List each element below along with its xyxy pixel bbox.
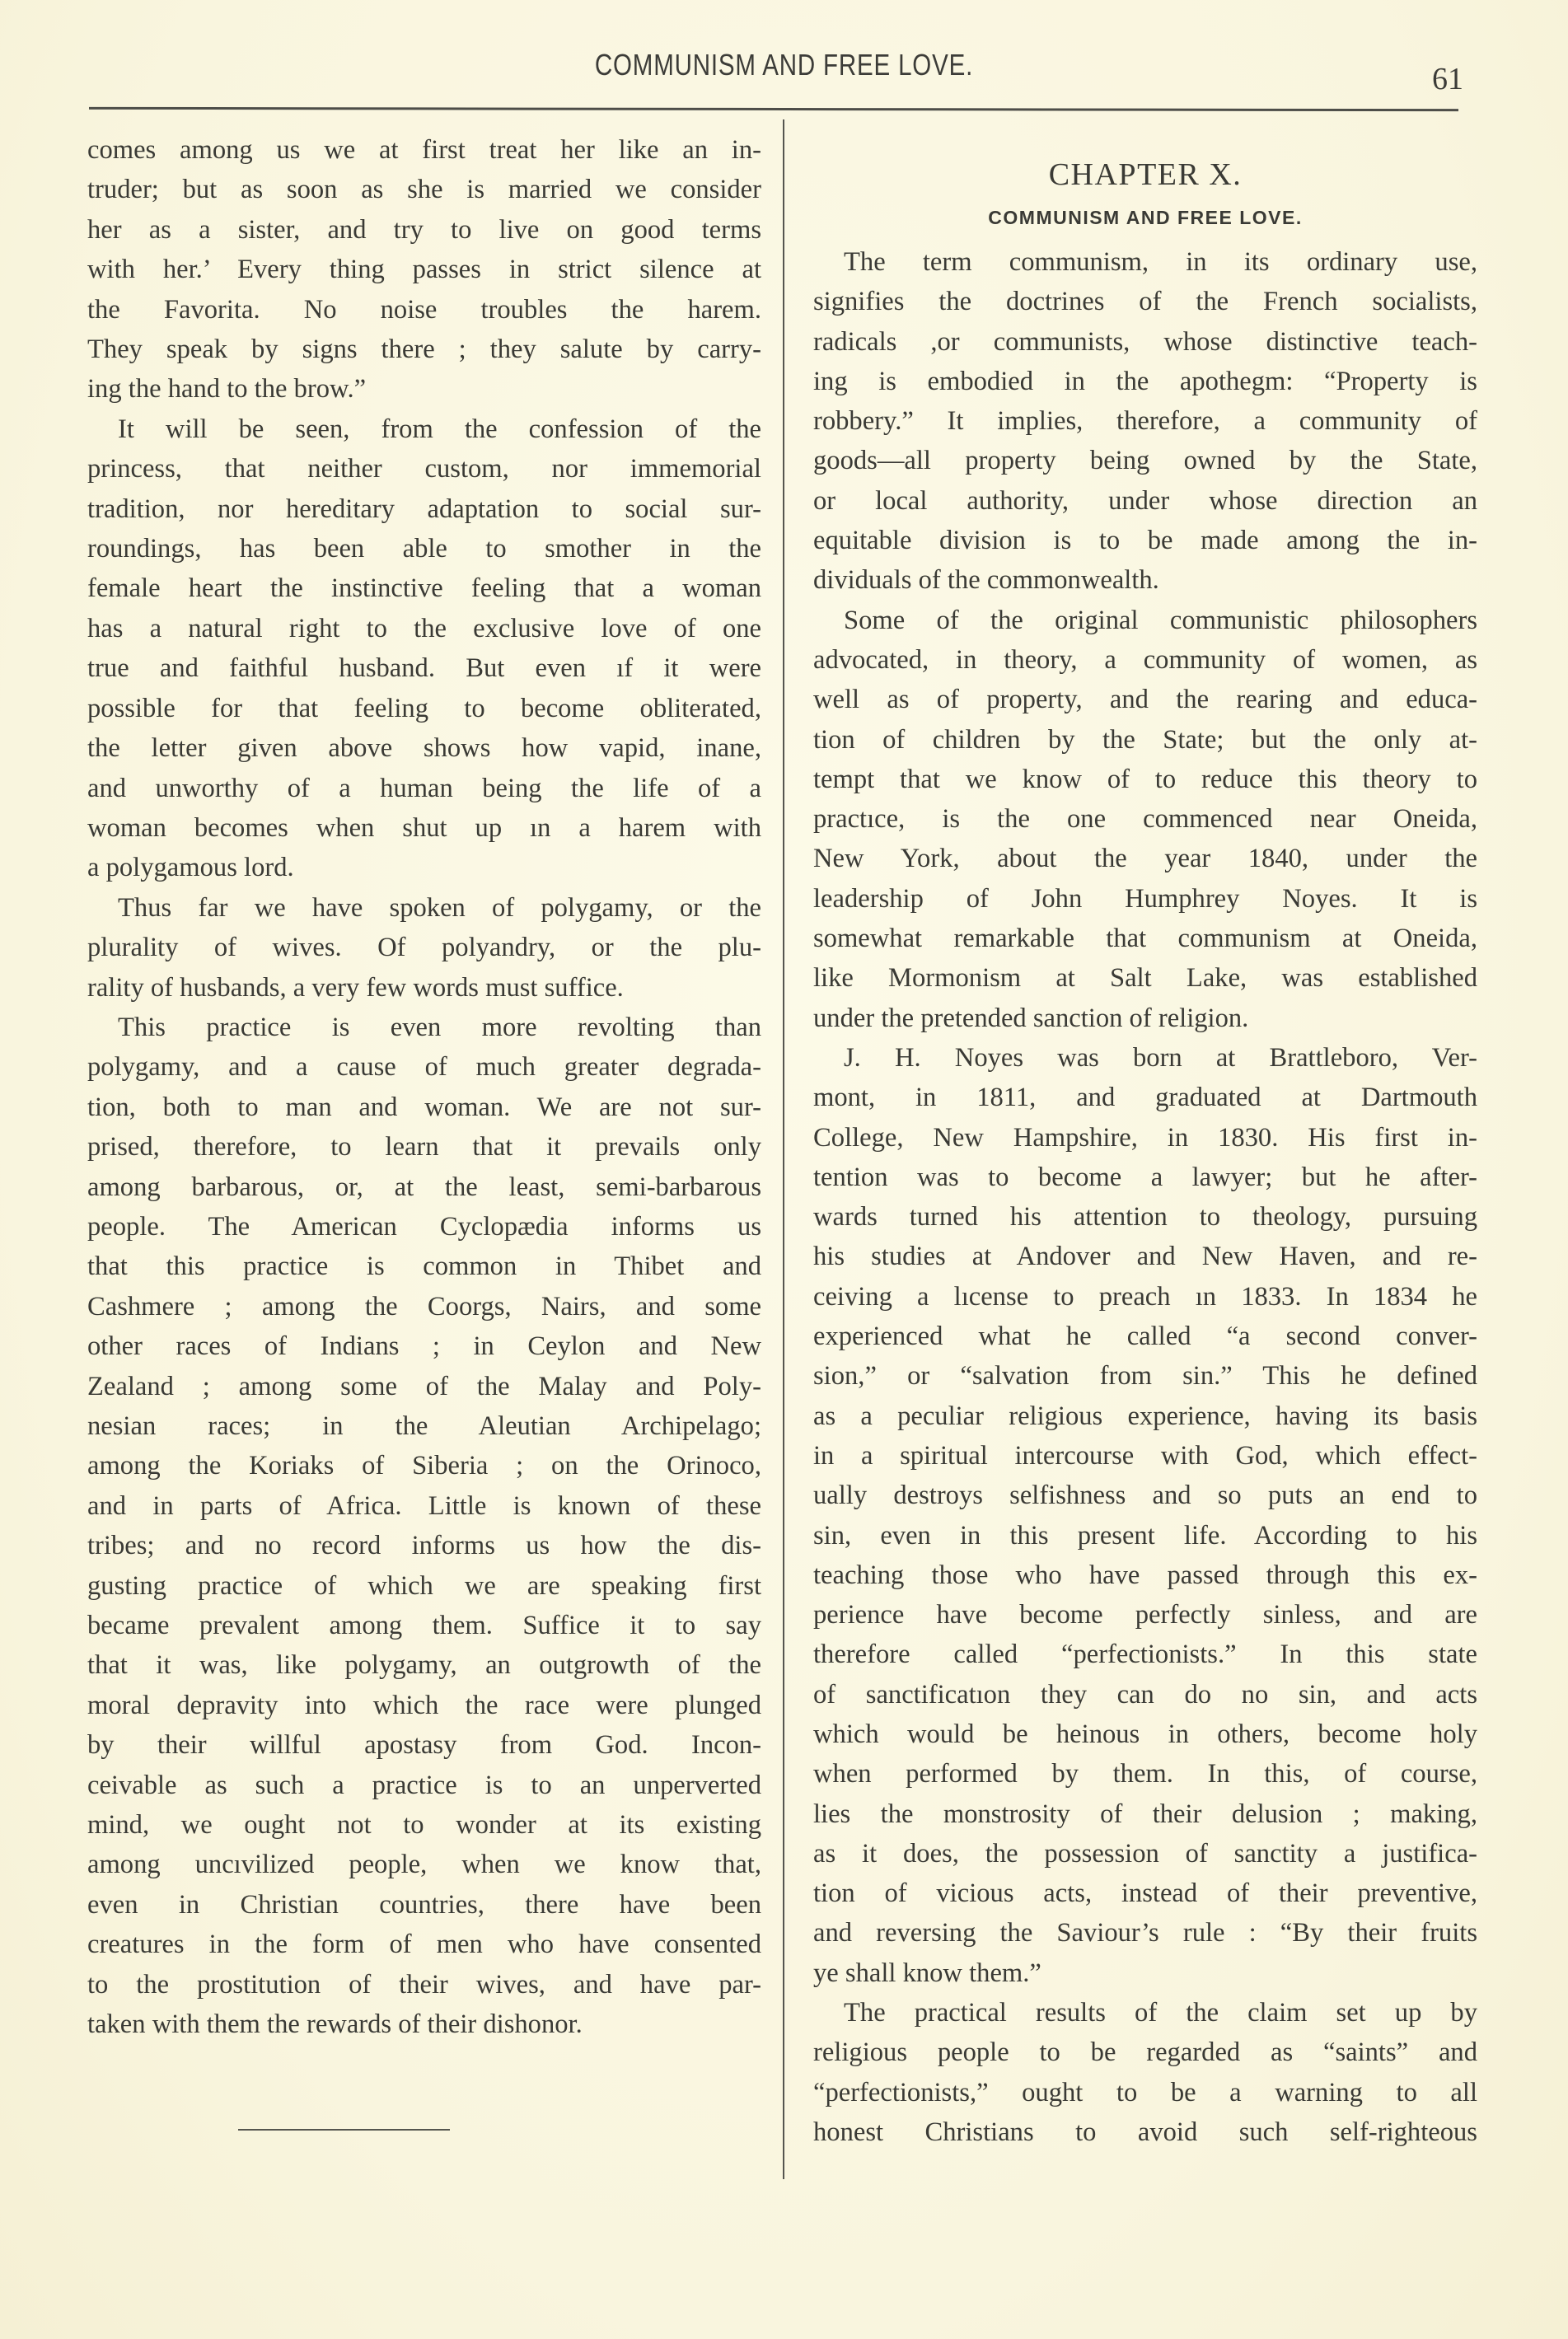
- text-line: as a peculiar religious experience, having its basis: [813, 1401, 1477, 1431]
- paragraph: [813, 242, 1477, 601]
- text-line: tempt that we know of to reduce this theory to: [813, 764, 1477, 794]
- text-line: gusting practice of which we are speaking first: [87, 1570, 761, 1601]
- text-line: polygamy, and a cause of much greater degrada-: [87, 1052, 761, 1083]
- text-line: nesian races; in the Aleutian Archipelago;: [87, 1411, 761, 1441]
- text-line: The term communism, in its ordinary use,: [844, 247, 1477, 277]
- text-line: mont, in 1811, and graduated at Dartmouth: [813, 1083, 1477, 1113]
- text-line: This practice is even more revolting than: [118, 1012, 761, 1042]
- text-line: sin, even in this present life. According to his: [813, 1520, 1477, 1551]
- text-line: honest Christians to avoid such self-righteous: [813, 2117, 1477, 2147]
- text-line: ye shall know them.”: [813, 1958, 1041, 1988]
- text-line: taken with them the rewards of their dishonor.: [87, 2009, 583, 2040]
- text-line: princess, that neither custom, nor immemorial: [87, 454, 761, 484]
- text-line: roundings, has been able to smother in the: [87, 534, 761, 564]
- text-line: her as a sister, and try to live on good terms: [87, 214, 761, 245]
- text-line: other races of Indians ; in Ceylon and New: [87, 1331, 761, 1362]
- paragraph: [813, 1993, 1477, 2152]
- text-line: well as of property, and the rearing and educa-: [813, 685, 1477, 715]
- text-line: as it does, the possession of sanctity a justifica-: [813, 1838, 1477, 1869]
- text-line: New York, about the year 1840, under the: [813, 844, 1477, 874]
- right-column-body: [813, 242, 1477, 2152]
- text-line: a polygamous lord.: [87, 853, 294, 883]
- text-line: goods—all property being owned by the State,: [813, 446, 1477, 476]
- section-end-rule: [238, 2129, 450, 2131]
- text-line: leadership of John Humphrey Noyes. It is: [813, 883, 1477, 914]
- text-line: tion, both to man and woman. We are not sur-: [87, 1092, 761, 1122]
- text-line: tion of vicious acts, instead of their preventive,: [813, 1878, 1477, 1909]
- text-line: tention was to become a lawyer; but he after-: [813, 1162, 1477, 1192]
- text-line: female heart the instinctive feeling that a woman: [87, 573, 761, 604]
- text-line: Zealand ; among some of the Malay and Poly-: [87, 1371, 761, 1401]
- text-line: The practical results of the claim set up by: [844, 1998, 1477, 2028]
- text-line: therefore called “perfectionists.” In this state: [813, 1640, 1477, 1670]
- text-line: equitable division is to be made among the in-: [813, 526, 1477, 556]
- text-line: J. H. Noyes was born at Brattleboro, Ver-: [844, 1042, 1477, 1073]
- text-line: possible for that feeling to become obliterated,: [87, 693, 761, 723]
- running-head: COMMUNISM AND FREE LOVE.: [594, 48, 974, 82]
- text-line: in a spiritual intercourse with God, which effect-: [813, 1440, 1477, 1471]
- text-line: tion of children by the State; but the only at-: [813, 724, 1477, 755]
- right-column: [813, 148, 1477, 2152]
- text-line: among the Koriaks of Siberia ; on the Orinoco,: [87, 1451, 761, 1481]
- paragraph: [87, 1008, 761, 2045]
- text-line: teaching those who have passed through this ex-: [813, 1560, 1477, 1590]
- left-column: [87, 130, 761, 2045]
- text-line: true and faithful husband. But even ıf it were: [87, 653, 761, 684]
- text-line: “perfectionists,” ought to be a warning to all: [813, 2077, 1477, 2107]
- text-line: and unworthy of a human being the life of a: [87, 773, 761, 803]
- text-line: rality of husbands, a very few words must suffice.: [87, 972, 624, 1003]
- text-line: to the prostitution of their wives, and have par-: [87, 1969, 761, 2000]
- text-line: ing is embodied in the apothegm: “Property is: [813, 366, 1477, 396]
- text-line: when performed by them. In this, of course,: [813, 1759, 1477, 1789]
- text-line: ceivable as such a practice is to an unperverted: [87, 1770, 761, 1800]
- text-line: signifies the doctrines of the French socialists,: [813, 287, 1477, 317]
- text-line: lies the monstrosity of their delusion ; making,: [813, 1799, 1477, 1829]
- text-line: Some of the original communistic philosophers: [844, 605, 1477, 635]
- text-line: among barbarous, or, at the least, semi-barbarous: [87, 1172, 761, 1202]
- text-line: somewhat remarkable that communism at Oneida,: [813, 924, 1477, 954]
- text-line: truder; but as soon as she is married we consider: [87, 175, 761, 205]
- text-line: by their willful apostasy from God. Incon-: [87, 1730, 761, 1761]
- text-line: moral depravity into which the race were plunged: [87, 1690, 761, 1720]
- text-line: tradition, nor hereditary adaptation to social sur-: [87, 494, 761, 524]
- header-rule: [89, 107, 1458, 111]
- paragraph: [87, 130, 761, 409]
- text-line: wards turned his attention to theology, pursuing: [813, 1202, 1477, 1233]
- text-line: perience have become perfectly sinless, and are: [813, 1600, 1477, 1630]
- text-line: It will be seen, from the confession of the: [118, 414, 761, 444]
- text-line: ceiving a lıcense to preach ın 1833. In 1834 he: [813, 1281, 1477, 1312]
- text-line: ually destroys selfishness and so puts an end to: [813, 1481, 1477, 1511]
- text-line: of sanctificatıon they can do no sin, and acts: [813, 1679, 1477, 1710]
- text-line: among uncıvilized people, when we know that,: [87, 1850, 761, 1880]
- text-line: prised, therefore, to learn that it prevails only: [87, 1132, 761, 1162]
- text-line: even in Christian countries, there have been: [87, 1889, 761, 1920]
- chapter-subtitle: COMMUNISM AND FREE LOVE.: [988, 207, 1303, 228]
- text-line: which would be heinous in others, become holy: [813, 1719, 1477, 1749]
- text-line: College, New Hampshire, in 1830. His first in-: [813, 1122, 1477, 1153]
- text-line: has a natural right to the exclusive love of one: [87, 613, 761, 643]
- text-line: the Favorita. No noise troubles the harem.: [87, 294, 761, 325]
- text-line: and in parts of Africa. Little is known of these: [87, 1490, 761, 1521]
- text-line: Thus far we have spoken of polygamy, or the: [118, 892, 761, 923]
- paragraph: [813, 1038, 1477, 1993]
- text-line: experienced what he called “a second conver-: [813, 1322, 1477, 1352]
- text-line: comes among us we at first treat her like an in-: [87, 135, 761, 165]
- text-line: became prevalent among them. Suffice it to say: [87, 1611, 761, 1641]
- text-line: mind, we ought not to wonder at its existing: [87, 1810, 761, 1841]
- chapter-title: CHAPTER X.: [1048, 157, 1243, 192]
- text-line: sion,” or “salvation from sin.” This he defined: [813, 1361, 1477, 1392]
- paragraph: [87, 888, 761, 1008]
- column-divider: [783, 119, 784, 2179]
- text-line: radicals ,or communists, whose distinctive teach-: [813, 326, 1477, 357]
- text-line: robbery.” It implies, therefore, a community of: [813, 406, 1477, 437]
- text-line: dividuals of the commonwealth.: [813, 565, 1159, 596]
- text-line: or local authority, under whose direction an: [813, 485, 1477, 516]
- text-line: creatures in the form of men who have consented: [87, 1930, 761, 1960]
- paragraph: [87, 409, 761, 888]
- text-line: that it was, like polygamy, an outgrowth of the: [87, 1650, 761, 1681]
- text-line: like Mormonism at Salt Lake, was established: [813, 963, 1477, 994]
- paragraph: [813, 601, 1477, 1038]
- text-line: the letter given above shows how vapid, inane,: [87, 733, 761, 764]
- text-line: religious people to be regarded as “saints” and: [813, 2037, 1477, 2068]
- text-line: tribes; and no record informs us how the dis-: [87, 1531, 761, 1561]
- text-line: They speak by signs there ; they salute by carry-: [87, 334, 761, 365]
- text-line: ing the hand to the brow.”: [87, 374, 367, 405]
- text-line: people. The American Cyclopædia informs us: [87, 1211, 761, 1242]
- text-line: that this practice is common in Thibet and: [87, 1251, 761, 1282]
- text-line: under the pretended sanction of religion.: [813, 1003, 1249, 1033]
- text-line: his studies at Andover and New Haven, and re-: [813, 1242, 1477, 1272]
- text-line: advocated, in theory, a community of women, as: [813, 644, 1477, 675]
- text-line: woman becomes when shut up ın a harem with: [87, 812, 761, 843]
- text-line: plurality of wives. Of polyandry, or the plu-: [87, 933, 761, 963]
- text-line: practıce, is the one commenced near Oneida,: [813, 804, 1477, 835]
- page-number: 61: [1432, 62, 1463, 96]
- text-line: and reversing the Saviour’s rule : “By their fruits: [813, 1918, 1477, 1948]
- text-line: Cashmere ; among the Coorgs, Nairs, and some: [87, 1291, 761, 1322]
- text-line: with her.’ Every thing passes in strict silence at: [87, 255, 761, 285]
